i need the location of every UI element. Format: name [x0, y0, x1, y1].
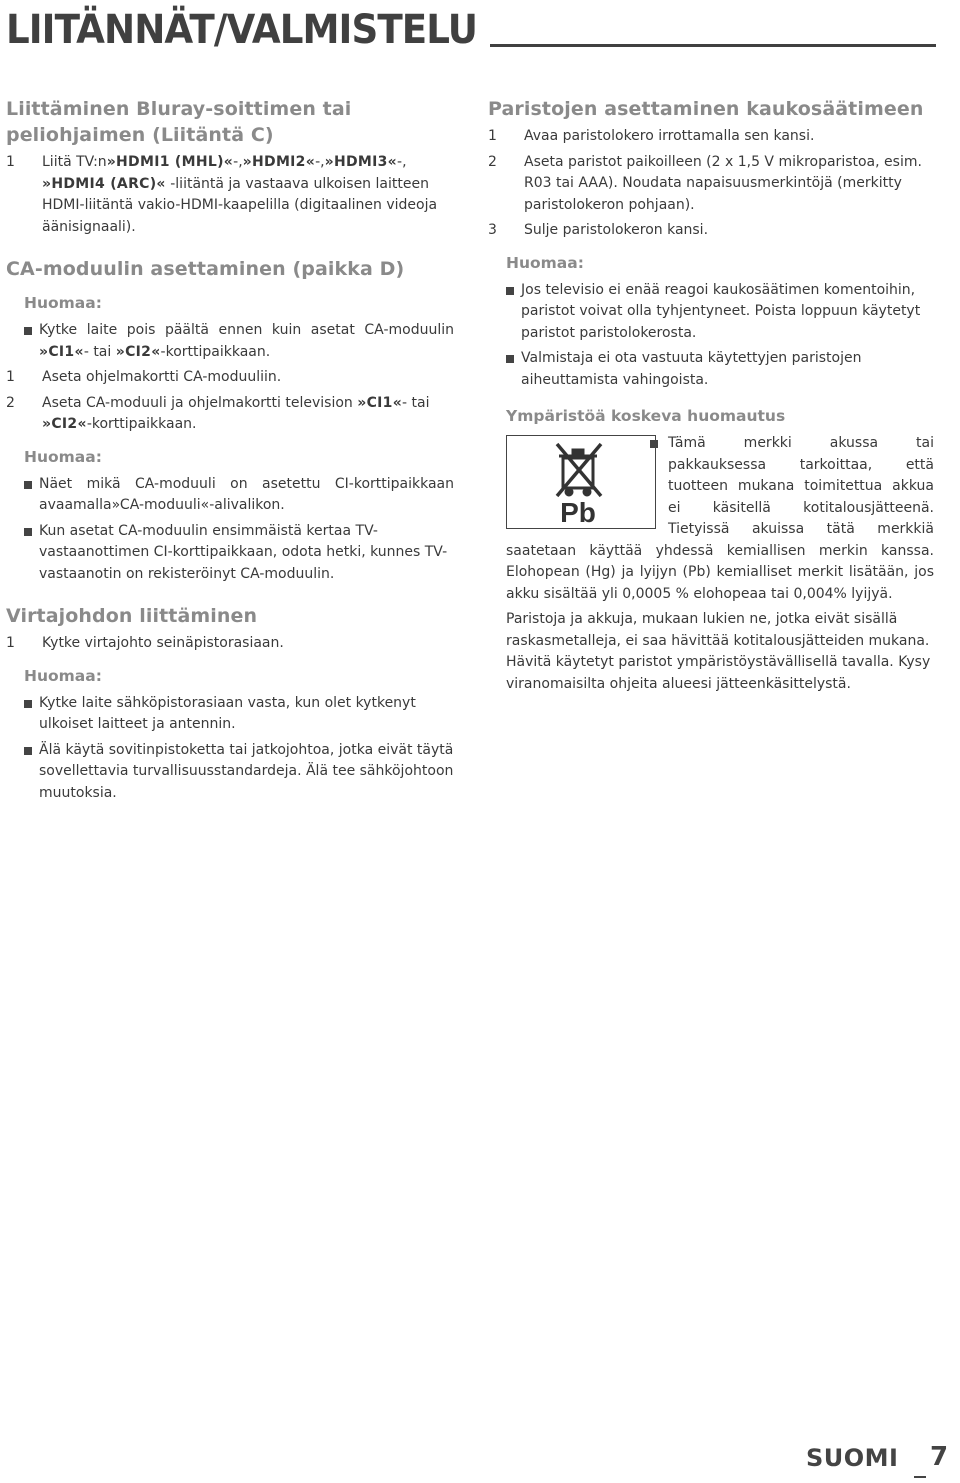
key-label: »HDMI4 (ARC)«: [42, 175, 166, 192]
step-number: 1: [6, 154, 15, 170]
bullet-square-icon: [506, 355, 514, 363]
bullet-text: Älä käytä sovitinpistoketta tai jatkojohtoa, jotka eivät täytä sovellettavia turvallisuusstandardeja. Älä tee sähköjohtoon muutoksia.: [39, 741, 454, 801]
page-number: 7: [930, 1442, 949, 1472]
bullet-item: [24, 740, 454, 805]
bullet-square-icon: [24, 327, 32, 335]
crossed-bin-icon: [507, 436, 655, 528]
note-label: Huomaa:: [24, 447, 102, 466]
bullet-square-icon: [24, 700, 32, 708]
step-text: [42, 393, 454, 436]
bullet-square-icon: [24, 528, 32, 536]
bullet-square-icon: [24, 481, 32, 489]
step-text: Aseta paristot paikoilleen (2 x 1,5 V mikroparistoa, esim. R03 tai AAA). Noudata napaisuusmerkintöjä (merkitty paristolokeron pohjaan).: [524, 153, 922, 213]
bullet-square-icon: [24, 747, 32, 755]
section-title-bluray: Liittäminen Bluray-soittimen tai peliohjaimen (Liitäntä C): [6, 98, 352, 146]
text: -korttipaikkaan.: [86, 416, 197, 432]
numbered-step: [6, 152, 454, 238]
key-label: »HDMI2«: [242, 154, 316, 170]
bullet-item: [24, 521, 454, 586]
text: - tai: [402, 394, 430, 411]
footer-rule: [914, 1476, 926, 1478]
bullet-item: [506, 348, 934, 391]
bullet-text: [39, 320, 454, 363]
text: -,: [397, 154, 407, 170]
step-number: 1: [6, 635, 15, 651]
step-text: Kytke virtajohto seinäpistorasiaan.: [42, 635, 284, 651]
step-number: 3: [488, 222, 497, 238]
key-label: »CI1«: [357, 394, 403, 411]
section-environment: [488, 405, 934, 695]
key-label: »HDMI3«: [324, 154, 398, 170]
text: Liitä TV:n: [42, 154, 107, 170]
environment-text-2: Paristoja ja akkuja, mukaan lukien ne, jotka eivät sisällä raskasmetalleja, ei saa hävittää kotitalousjätteiden mukana. Hävitä käytetyt paristot ympäristöystävällisellä tavalla. Kysy viranomaisilta ohjeita alueesi jätteenkäsittelystä.: [506, 611, 931, 692]
text: -,: [233, 154, 243, 170]
section-camodule: [6, 256, 454, 585]
bullet-square-icon: [650, 440, 658, 448]
right-column: [488, 96, 934, 695]
step-text: Sulje paristolokeron kansi.: [524, 222, 709, 238]
section-title-battery: Paristojen asettaminen kaukosäätimeen: [488, 98, 924, 120]
page-header: [6, 6, 936, 53]
page-title: LIITÄNNÄT/VALMISTELU: [6, 7, 477, 53]
numbered-step: [6, 367, 454, 389]
key-label: »CI2«: [115, 343, 161, 360]
numbered-step: [6, 633, 454, 655]
header-rule: [490, 44, 936, 47]
text: Aseta CA-moduuli ja ohjelmakortti television: [42, 394, 358, 411]
note-label: Huomaa:: [24, 294, 102, 312]
step-number: 1: [6, 369, 15, 385]
key-label: »CI1«: [39, 343, 84, 360]
section-power: [6, 603, 454, 804]
key-label: »CI2«: [42, 416, 87, 432]
section-bluray: [6, 96, 454, 238]
text: -liitäntä ja vastaava ulkoisen laitteen HDMI-liitäntä vakio-HDMI-kaapelilla (digitaalinen videoja äänisignaali).: [42, 175, 438, 235]
step-text: Avaa paristolokero irrottamalla sen kansi.: [524, 128, 815, 144]
bullet-item: [506, 280, 934, 345]
step-number: 1: [488, 128, 497, 144]
step-text: [42, 152, 454, 238]
numbered-step: [488, 126, 934, 148]
section-title-environment: Ympäristöä koskeva huomautus: [506, 407, 786, 425]
text: Kytke laite pois päältä ennen kuin asetat CA-moduulin: [39, 322, 454, 338]
step-number: 2: [488, 153, 497, 170]
pb-label: Pb: [560, 497, 596, 528]
text: -korttipaikkaan.: [160, 343, 271, 360]
bullet-text: Kytke laite sähköpistorasiaan vasta, kun olet kytkenyt ulkoiset laitteet ja antennin.: [39, 694, 416, 732]
section-battery: [488, 96, 934, 391]
note-label: Huomaa:: [506, 253, 584, 272]
footer-language: SUOMI: [806, 1444, 899, 1472]
environment-body: [506, 433, 934, 695]
text: - tai: [83, 343, 116, 360]
bullet-text: Jos televisio ei enää reagoi kaukosäätimen komentoihin, paristot voivat olla tyhjentyneet. Poista loppuun käytetyt paristot paristolokerosta.: [521, 281, 921, 341]
bullet-item: [24, 320, 454, 363]
note-label: Huomaa:: [24, 666, 102, 685]
bullet-item: [24, 474, 454, 517]
section-title-power: Virtajohdon liittäminen: [6, 605, 258, 627]
bullet-text: Valmistaja ei ota vastuuta käytettyjen paristojen aiheuttamista vahingoista.: [521, 350, 862, 388]
step-text: Aseta ohjelmakortti CA-moduuliin.: [42, 369, 282, 385]
step-number: 2: [6, 394, 15, 411]
text: Tämä merkki akussa tai pakkauksessa tarkoittaa, että tuotteen mukana toimitettua akkua ei käsitellä kotitalousjätteenä. Tietyissä akuissa tätä merkkiä saatetaan käyttää yhdessä kemiallisen merkin kanssa. Elohopean (Hg) ja lyijyn (Pb) kemialliset merkit lisätään, jos akku sisältää yli 0,0005 % elohopeaa tai 0,004% lyijyä.: [506, 435, 934, 602]
bullet-text: Kun asetat CA-moduulin ensimmäistä kertaa TV-vastaanottimen CI-korttipaikkaan, odota hetki, kunnes TV-vastaanotin on rekisteröinyt CA-moduulin.: [39, 522, 448, 582]
key-label: »HDMI1 (MHL)«: [106, 154, 234, 170]
bullet-square-icon: [506, 287, 514, 295]
page-footer: [806, 1440, 952, 1480]
section-title-camodule: CA-moduulin asettaminen (paikka D): [6, 258, 405, 280]
bullet-item: [24, 693, 454, 736]
text: -,: [315, 154, 325, 170]
numbered-step: [6, 393, 454, 436]
left-column: [6, 96, 454, 808]
crossed-bin-pb-icon: [506, 435, 656, 529]
numbered-step: [488, 220, 934, 242]
bullet-text: Näet mikä CA-moduuli on asetettu CI-korttipaikkaan avaamalla»CA-moduuli«-alivalikon.: [39, 475, 454, 513]
numbered-step: [488, 152, 934, 217]
